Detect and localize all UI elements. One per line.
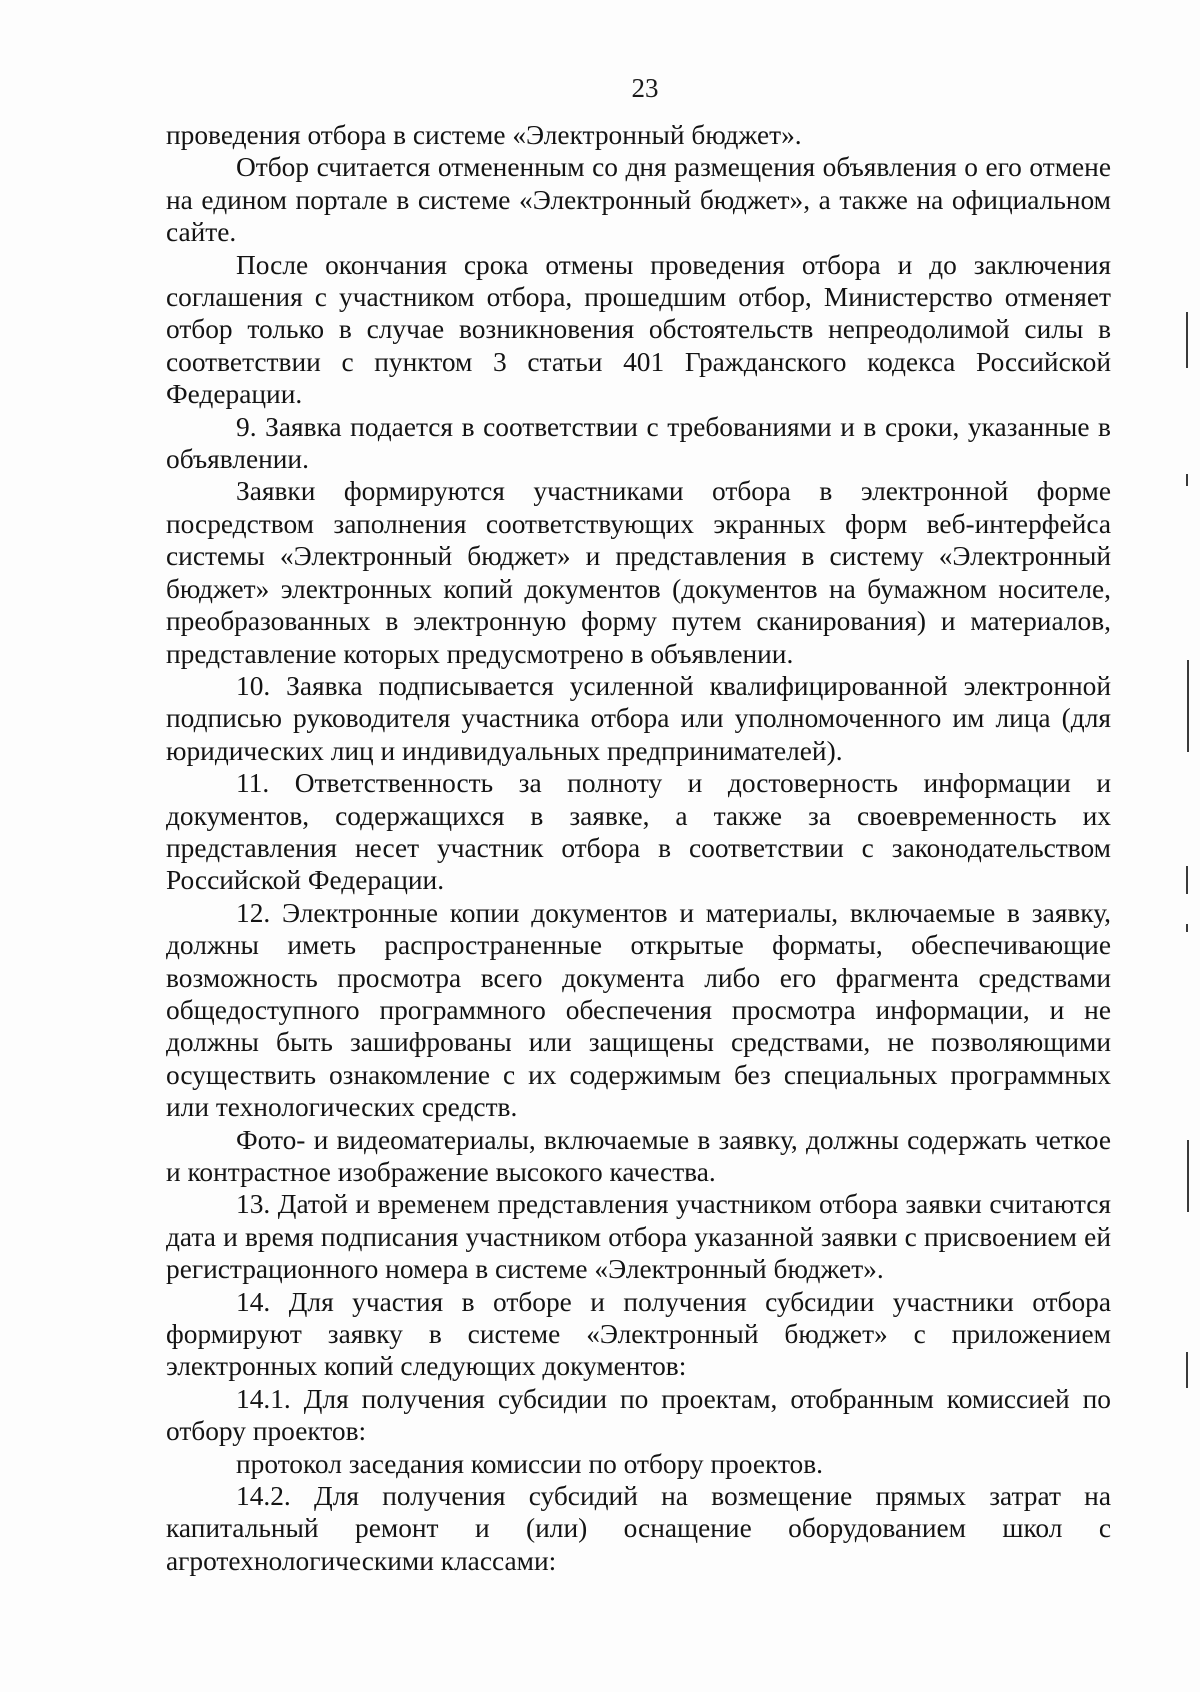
paragraph: Отбор считается отмененным со дня размещения объявления о его отмене на едином портале в системе «Электронный бюджет», а также на официальном сайте.: [166, 152, 1111, 248]
paragraph-item-10: 10. Заявка подписывается усиленной квалифицированной электронной подписью руководителя участника отбора или уполномоченного им лица (для юридических лиц и индивидуальных предпринимателей).: [166, 670, 1111, 766]
paragraph-item-14-2: 14.2. Для получения субсидий на возмещение прямых затрат на капитальный ремонт и (или) оснащение оборудованием школ с агротехнологическими классами:: [166, 1481, 1111, 1576]
paragraph-item-13: 13. Датой и временем представления участником отбора заявки считаются дата и время подписания участником отбора указанной заявки с присвоением ей регистрационного номера в системе «Электронный бюджет».: [166, 1189, 1111, 1285]
paragraph-item-14-1: 14.1. Для получения субсидии по проектам, отобранным комиссией по отбору проектов:: [166, 1383, 1111, 1447]
page-number: 23: [631, 73, 659, 103]
scan-artifact: [1186, 866, 1188, 894]
paragraph: После окончания срока отмены проведения отбора и до заключения соглашения с участником отбора, прошедшим отбор, Министерство отменяет отбор только в случае возникновения обстоятельств непреодолимой силы в соответствии с пунктом 3 статьи 401 Гражданского кодекса Российской Федерации.: [166, 249, 1111, 410]
paragraph-item-14: 14. Для участия в отборе и получения субсидии участники отбора формируют заявку в системе «Электронный бюджет» с приложением электронных копий следующих документов:: [166, 1286, 1111, 1382]
paragraph-item-12: 12. Электронные копии документов и материалы, включаемые в заявку, должны иметь распространенные открытые форматы, обеспечивающие возможность просмотра всего документа либо его фрагмента средствами общедоступного программного обеспечения просмотра информации, и не должны быть зашифрованы или защищены средствами, не позволяющими осуществить ознакомление с их содержимым без специальных программных или технологических средств.: [166, 897, 1111, 1123]
paragraph: Заявки формируются участниками отбора в электронной форме посредством заполнения соответствующих экранных форм веб-интерфейса системы «Электронный бюджет» и представления в систему «Электронный бюджет» электронных копий документов (документов на бумажном носителе, преобразованных в электронную форму путем сканирования) и материалов, представление которых предусмотрено в объявлении.: [166, 476, 1111, 669]
document-body: [166, 119, 1111, 1577]
scan-artifact: [1186, 924, 1188, 932]
paragraph: Фото- и видеоматериалы, включаемые в заявку, должны содержать четкое и контрастное изображение высокого качества.: [166, 1124, 1111, 1187]
scan-artifact: [1187, 660, 1189, 752]
paragraph: протокол заседания комиссии по отбору проектов.: [236, 1448, 824, 1479]
paragraph: проведения отбора в системе «Электронный бюджет».: [166, 120, 802, 150]
paragraph-item-11: 11. Ответственность за полноту и достоверность информации и документов, содержащихся в заявке, а также за своевременность их представления несет участник отбора в соответствии с законодательством Российской Федерации.: [166, 768, 1111, 896]
scan-artifact: [1186, 312, 1188, 368]
scan-artifact: [1186, 474, 1188, 486]
scan-artifact: [1186, 1352, 1188, 1388]
paragraph-item-9: 9. Заявка подается в соответствии с требованиями и в сроки, указанные в объявлении.: [166, 411, 1111, 475]
scan-artifact: [1187, 1140, 1189, 1212]
